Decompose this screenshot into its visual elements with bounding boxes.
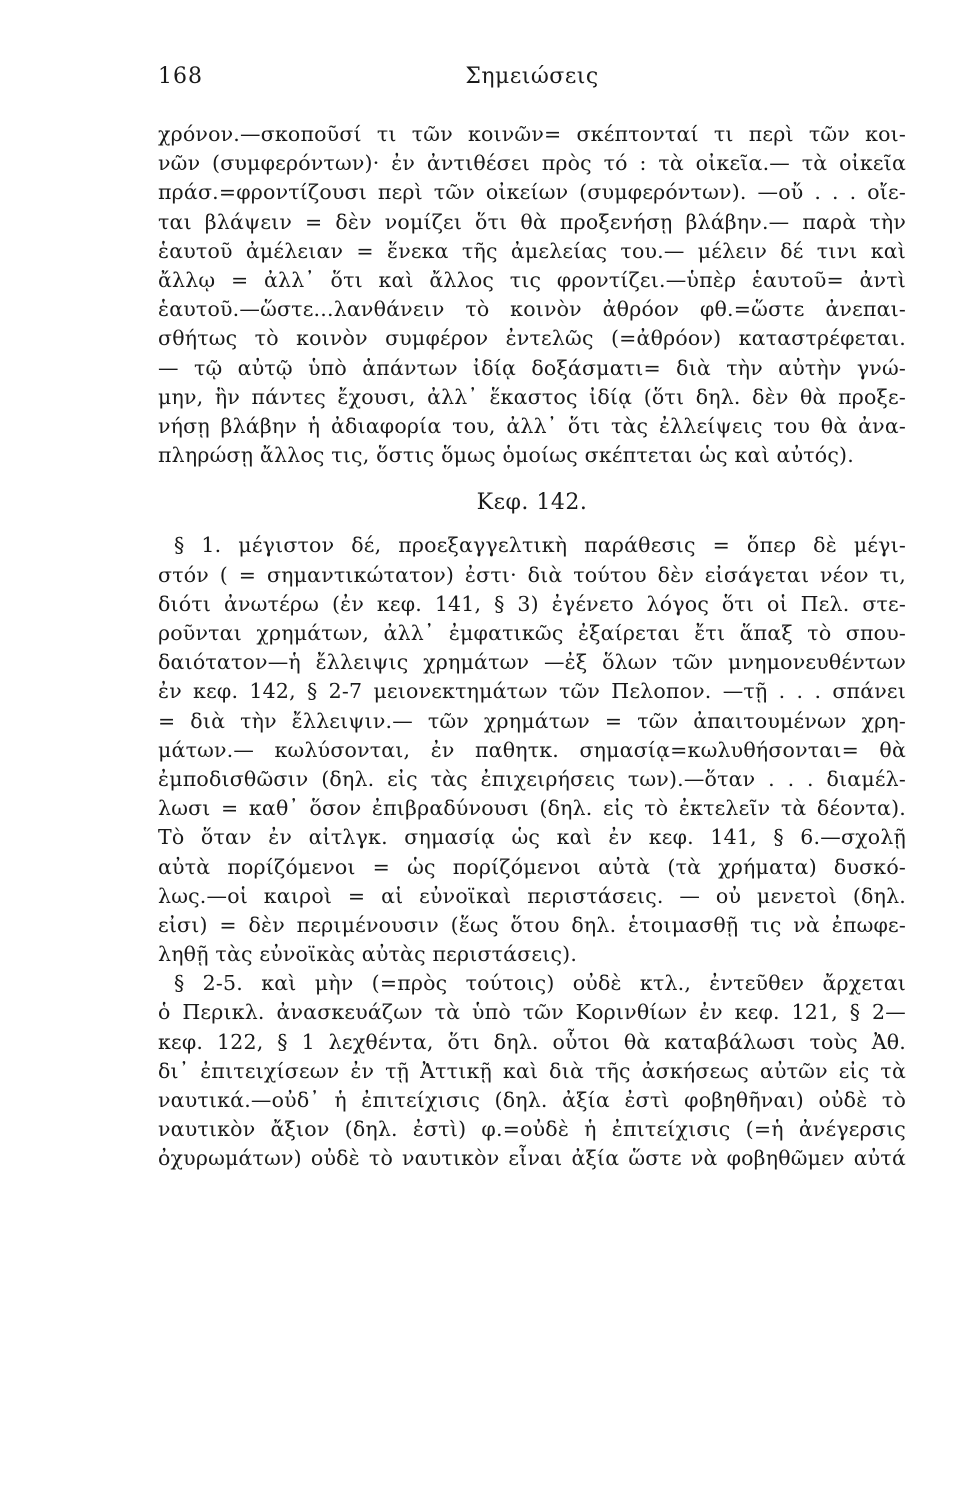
text-line: λως.—οἱ καιροὶ = αἱ εὐνοϊκαὶ περιστάσεις. — οὐ μενετοὶ (δηλ. [158, 883, 906, 908]
text-line: ληθῇ τὰς εὐνοϊκὰς αὐτὰς περιστάσεις). [158, 942, 578, 967]
text-line: αὐτὰ πορίζόμενοι = ὡς πορίζόμενοι αὐτὰ (τὰ χρήματα) δυσκό- [158, 854, 906, 879]
text-line: δι᾽ ἐπιτειχίσεων ἐν τῇ Ἀττικῇ καὶ διὰ τῆς ἀσκήσεως αὐτῶν εἰς τὰ [158, 1058, 906, 1083]
text-line: μάτων.— κωλύσονται, ἐν παθητκ. σημασίᾳ=κωλυθήσονται= θὰ [158, 737, 906, 762]
text-line: ἐν κεφ. 142, § 2-7 μειονεκτημάτων τῶν Πελοπον. —τῇ . . . σπάνει [158, 679, 906, 704]
page-number: 168 [158, 64, 203, 89]
text-line: ναυτικὸν ἄξιον (δηλ. ἐστὶ) φ.=οὐδὲ ἡ ἐπιτείχισις (=ἡ ἀνέγερσις [158, 1117, 906, 1142]
text-line: ἑαυτοῦ.—ὥστε...λανθάνειν τὸ κοινὸν ἀθρόον φθ.=ὥστε ἀνεπαι- [158, 297, 906, 322]
text-line: διότι ἀνωτέρω (ἐν κεφ. 141, § 3) ἐγένετο λόγος ὅτι οἱ Πελ. στε- [158, 591, 906, 616]
text-line: πράσ.=φροντίζουσι περὶ τῶν οἰκείων (συμφερόντων). —οὔ . . . οἴε- [158, 180, 906, 205]
text-line: χρόνον.—σκοποῦσί τι τῶν κοινῶν= σκέπτονταί τι περὶ τῶν κοι- [158, 122, 906, 146]
running-head [158, 64, 906, 98]
text-line: § 1. μέγιστον δέ, προεξαγγελτικὴ παράθεσις = ὅπερ δὲ μέγι- [174, 533, 906, 558]
text-line: κεφ. 122, § 1 λεχθέντα, ὅτι δηλ. οὗτοι θὰ καταβάλωσι τοὺς Ἀθ. [158, 1029, 906, 1054]
text-line: δαιότατον—ἡ ἔλλειψις χρημάτων —ἐξ ὅλων τῶν μνημονευθέντων [158, 650, 906, 675]
paragraph-chapter-141-notes [158, 120, 906, 470]
text-line: σθήτως τὸ κοινὸν συμφέρον ἐντελῶς (=ἀθρόον) καταστρέφεται. [158, 326, 906, 351]
text-line: = διὰ τὴν ἔλλειψιν.— τῶν χρημάτων = τῶν ἀπαιτουμένων χρη- [158, 708, 906, 733]
text-line: Τὸ ὅταν ἐν αἰτλγκ. σημασίᾳ ὡς καὶ ἐν κεφ. 141, § 6.—σχολῇ [158, 825, 906, 850]
text-line: στόν ( = σημαντικώτατον) ἐστι· διὰ τούτου δὲν εἰσάγεται νέον τι, [158, 562, 906, 587]
text-line: ἑαυτοῦ ἀμέλειαν = ἕνεκα τῆς ἀμελείας του.— μέλειν δέ τινι καὶ [158, 238, 906, 263]
text-line: λωσι = καθ᾽ ὅσον ἐπιβραδύνουσι (δηλ. εἰς τὸ ἐκτελεῖν τὰ δέοντα). [158, 796, 906, 821]
text-line: πληρώσῃ ἄλλος τις, ὅστις ὅμως ὁμοίως σκέπτεται ὡς καὶ αὐτός). [158, 443, 854, 468]
text-line: ται βλάψειν = δὲν νομίζει ὅτι θὰ προξενήσῃ βλάβην.— παρὰ τὴν [158, 209, 906, 234]
text-line: ροῦνται χρημάτων, ἀλλ᾽ ἐμφατικῶς ἐξαίρεται ἔτι ἅπαξ τὸ σπου- [158, 621, 906, 645]
chapter-heading: Κεφ. 142. [476, 490, 588, 516]
notes-text [158, 120, 906, 1174]
text-line: § 2-5. καὶ μὴν (=πρὸς τούτοις) οὐδὲ κτλ., ἐντεῦθεν ἄρχεται [174, 971, 906, 996]
text-line: ὁ Περικλ. ἀνασκευάζων τὰ ὑπὸ τῶν Κορινθίων ἐν κεφ. 121, § 2— [158, 1000, 906, 1025]
text-line: νῶν (συμφερόντων)· ἐν ἀντιθέσει πρὸς τό : τὰ οἰκεῖα.— τὰ οἰκεῖα [158, 151, 906, 176]
paragraph-section-1 [158, 531, 906, 969]
text-line: — τῷ αὐτῷ ὑπὸ ἁπάντων ἰδίᾳ δοξάσματι= διὰ τὴν αὐτὴν γνώ- [158, 355, 906, 380]
text-line: ὀχυρωμάτων) οὐδὲ τὸ ναυτικὸν εἶναι ἀξία ὥστε νὰ φοβηθῶμεν αὐτά [158, 1146, 906, 1171]
text-line: νήσῃ βλάβην ἡ ἀδιαφορία του, ἀλλ᾽ ὅτι τὰς ἐλλείψεις του θὰ ἀνα- [158, 413, 906, 438]
paragraph-section-2-5 [158, 969, 906, 1173]
text-line: ἐμποδισθῶσιν (δηλ. εἰς τὰς ἐπιχειρήσεις των).—ὅταν . . . διαμέλ- [158, 766, 906, 791]
running-title: Σημειώσεις [465, 64, 599, 89]
text-line: μην, ἣν πάντες ἔχουσι, ἀλλ᾽ ἕκαστος ἰδίᾳ (ὅτι δηλ. δὲν θὰ προξε- [158, 384, 906, 409]
text-line: ἄλλῳ = ἀλλ᾽ ὅτι καὶ ἄλλος τις φροντίζει.—ὑπὲρ ἑαυτοῦ= ἀντὶ [158, 267, 906, 292]
text-line: ναυτικά.—οὐδ᾽ ἡ ἐπιτείχισις (δηλ. ἀξία ἐστὶ φοβηθῆναι) οὐδὲ τὸ [158, 1088, 906, 1112]
text-line: εἰσι) = δὲν περιμένουσιν (ἕως ὅτου δηλ. ἑτοιμασθῇ τις νὰ ἐπωφε- [158, 912, 906, 937]
